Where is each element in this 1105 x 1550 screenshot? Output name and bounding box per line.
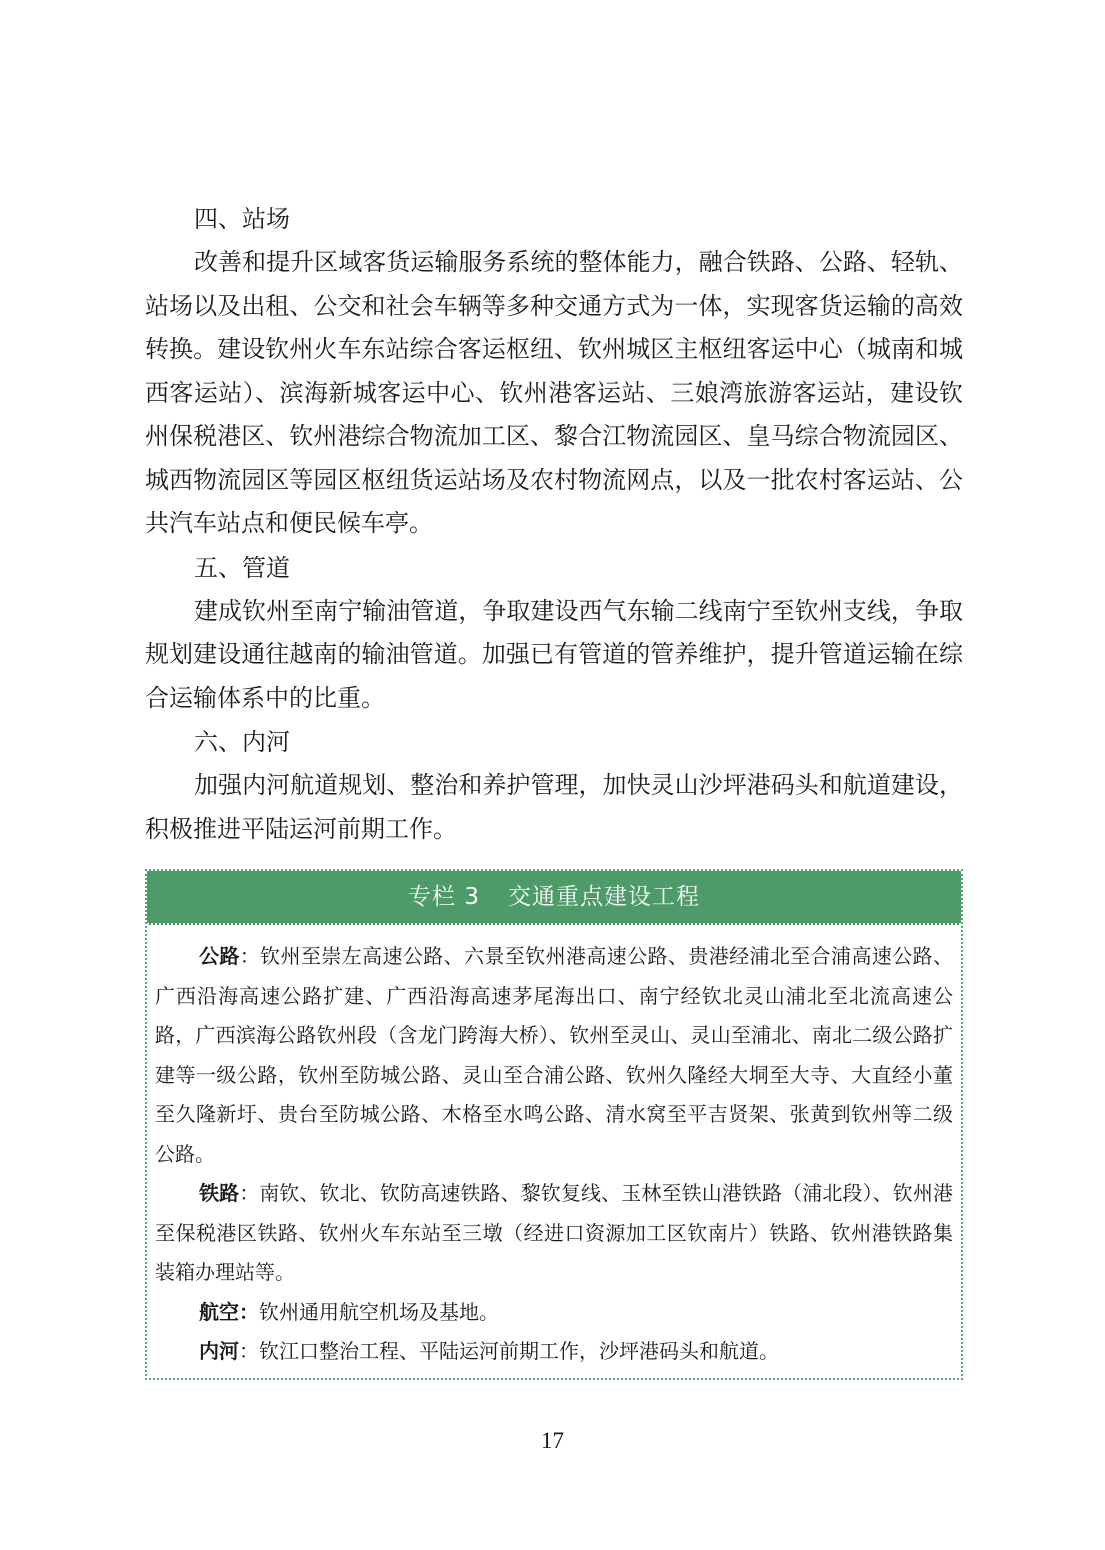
feature-box-body xyxy=(147,925,961,1378)
section-body-pipelines: 建成钦州至南宁输油管道，争取建设西气东输二线南宁至钦州支线，争取规划建设通往越南的输油管道。加强已有管道的管养维护，提升管道运输在综合运输体系中的比重。 xyxy=(145,596,963,712)
section-heading-pipelines: 五、管道 xyxy=(194,553,290,582)
rail-text: ：南钦、钦北、钦防高速铁路、黎钦复线、玉林至铁山港铁路（浦北段）、钦州港至保税港区铁路、钦州火车东站至三墩（经进口资源加工区钦南片）铁路、钦州港铁路集装箱办理站等。 xyxy=(155,1181,954,1284)
section-body-stations: 改善和提升区域客货运输服务系统的整体能力，融合铁路、公路、轻轨、站场以及出租、公交和社会车辆等多种交通方式为一体，实现客货运输的高效转换。建设钦州火车东站综合客运枢纽、钦州城区主枢纽客运中心（城南和城西客运站）、滨海新城客运中心、钦州港客运站、三娘湾旅游客运站，建设钦州保税港区、钦州港综合物流加工区、黎合江物流园区、皇马综合物流园区、城西物流园区等园区枢纽货运站场及农村物流网点，以及一批农村客运站、公共汽车站点和便民候车亭。 xyxy=(145,248,963,537)
page-number: 17 xyxy=(541,1428,564,1453)
section-heading-inland-rivers: 六、内河 xyxy=(194,728,290,756)
section-body-inland-rivers: 加强内河航道规划、整治和养护管理，加快灵山沙坪港码头和航道建设，积极推进平陆运河前期工作。 xyxy=(145,771,963,843)
feature-box-label: 专栏 3 xyxy=(408,884,480,910)
inland-river-projects xyxy=(155,1332,953,1372)
inland-river-label: 内河 xyxy=(199,1339,239,1363)
feature-box-title xyxy=(147,871,961,925)
aviation-projects xyxy=(155,1293,953,1333)
feature-box-title-text: 交通重点建设工程 xyxy=(507,884,700,910)
section-heading-stations: 四、站场 xyxy=(194,205,290,233)
road-projects xyxy=(155,937,953,1174)
rail-projects xyxy=(155,1174,953,1293)
document-content xyxy=(145,197,963,1380)
feature-box-transport-projects xyxy=(145,869,963,1380)
road-label: 公路 xyxy=(199,944,240,968)
road-text: ：钦州至崇左高速公路、六景至钦州港高速公路、贵港经浦北至合浦高速公路、广西沿海高速公路扩建、广西沿海高速茅尾海出口、南宁经钦北灵山浦北至北流高速公路，广西滨海公路钦州段（含龙门跨海大桥）、钦州至灵山、灵山至浦北、南北二级公路扩建等一级公路，钦州至防城公路、灵山至合浦公路、钦州久隆经大垌至大寺、大直经小董至久隆新圩、贵台至防城公路、木格至水鸣公路、清水窝至平吉贤架、张黄到钦州等二级公路。 xyxy=(155,944,954,1166)
aviation-text: 钦州通用航空机场及基地。 xyxy=(259,1299,499,1324)
inland-river-text: ：钦江口整治工程、平陆运河前期工作，沙坪港码头和航道。 xyxy=(239,1339,779,1363)
aviation-label: 航空： xyxy=(199,1299,259,1324)
rail-label: 铁路 xyxy=(199,1181,240,1205)
